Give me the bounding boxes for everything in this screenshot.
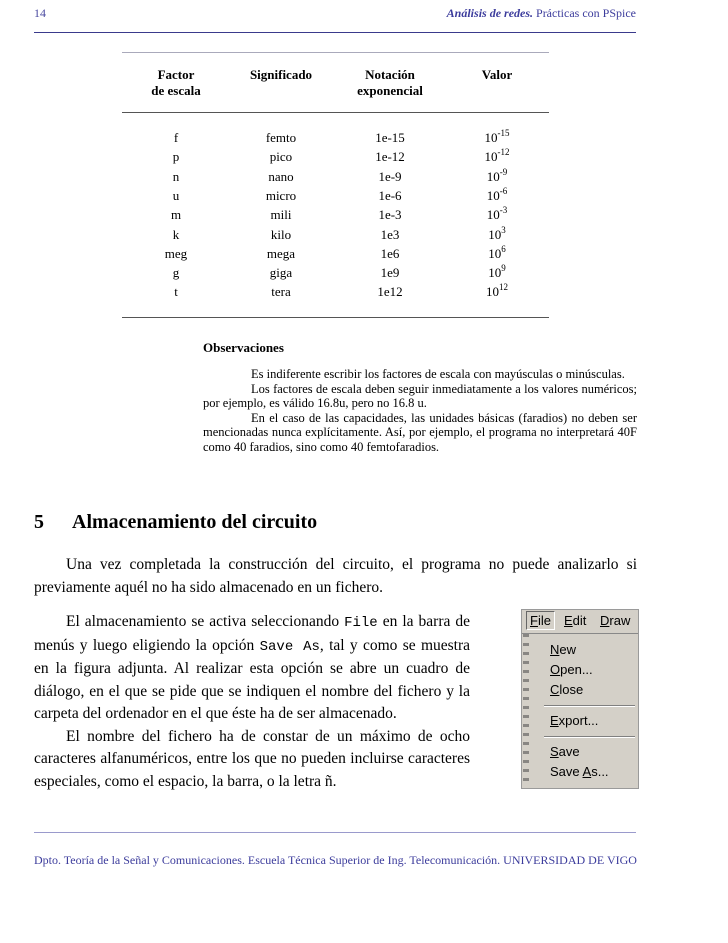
cell-value [460,166,534,185]
table-row [0,284,728,303]
running-title-rest: Prácticas con PSpice [533,6,636,20]
section-title: Almacenamiento del circuito [72,511,318,533]
p2-text-c: , tal y como se muestra en la figura adjunta. Al realizar esta opción se abre un cuadro de diálogo, en el que se pide que se indiquen el nombre del fichero y la carpeta del ordenador en el que éste ha de ser almacenado. [34,636,471,722]
cell-meaning: giga [269,265,293,281]
table-row [0,243,728,265]
running-title [447,6,636,21]
cell-meaning: tera [271,284,291,300]
paragraph-1 [34,554,637,599]
col-header-notation: Notación exponencial [357,67,423,98]
cell-notation: 1e12 [377,284,403,300]
table-row [0,265,728,284]
cell-factor: n [172,168,180,184]
value-exponent: -12 [497,147,510,158]
cell-value [460,224,534,243]
table-bottom-rule [122,317,549,318]
footer-rule [34,832,636,833]
cell-factor: meg [164,245,188,261]
cell-value [460,149,534,165]
paragraph-3-text: El nombre del fichero ha de constar de un máximo de ocho caracteres alfanuméricos, entre los que no pueden incluirse caracteres especiales, como el espacio, la barra, o la letra ñ. [34,727,470,790]
page-header [34,0,636,33]
observations-title: Observaciones [203,340,284,355]
menu-separator [544,736,635,738]
cell-meaning: pico [269,149,293,165]
cell-factor: u [172,187,180,203]
value-exponent: 6 [501,243,506,254]
menu-item-export[interactable]: Export... [550,713,599,728]
menu-item-open[interactable]: Open... [550,662,593,677]
menu-item-new[interactable]: New [550,642,577,657]
table-row [0,130,728,149]
observation-item: Los factores de escala deben seguir inmediatamente a los valores numéricos; por ejemplo, es válido 16.8u, pero no 16.8 u. [203,381,637,410]
cell-meaning: kilo [270,226,292,242]
cell-value [460,265,534,281]
observation-item: En el caso de las capacidades, las unidades básicas (faradios) no deben ser mencionadas nunca explícitamente. Así, por ejemplo, el programa no interpretará 40F como 40 faradios, sino como 40 femtofaradios. [203,410,637,454]
cell-value [460,185,534,204]
page-footer: Dpto. Teoría de la Señal y Comunicaciones. Escuela Técnica Superior de Ing. Telecomunicación. UNIVERSIDAD DE VIGO [34,853,637,867]
cell-factor: f [173,130,179,145]
cell-factor: t [174,284,178,300]
section-number: 5 [34,511,44,533]
cell-notation: 1e-3 [378,207,402,223]
cell-meaning: mega [266,245,296,261]
cell-value [460,207,534,223]
cell-factor: g [172,265,180,281]
table-top-rule [122,52,549,53]
p2-file-code: File [344,615,378,631]
table-row [0,149,728,168]
value-base: 10 [484,130,498,145]
value-exponent: 9 [501,263,506,274]
menu-item-save[interactable]: Save [550,744,580,759]
table-row [0,207,728,226]
cell-notation: 1e3 [380,226,400,242]
cell-meaning: nano [268,168,294,184]
cell-notation: 1e-12 [375,149,405,165]
running-title-bold: Análisis de redes. [446,6,534,20]
cell-value [460,284,534,300]
value-exponent: -15 [497,128,510,138]
table-row [0,224,728,246]
cell-factor: p [172,149,180,165]
page-number: 14 [34,6,46,20]
value-base: 10 [486,187,500,203]
cell-meaning: femto [265,130,297,145]
value-exponent: 12 [499,282,508,293]
menu-file[interactable]: File [526,611,555,630]
cell-notation: 1e-15 [375,130,405,145]
value-base: 10 [488,265,502,281]
cell-meaning: micro [265,187,297,203]
table-row [0,185,728,207]
menu-item-close[interactable]: Close [550,682,584,697]
paragraph-1-text: Una vez completada la construcción del circuito, el programa no puede analizarlo si previamente aquél no ha sido almacenado en un fichero. [34,556,637,596]
menu-edit[interactable]: Edit [564,613,587,628]
value-base: 10 [486,207,500,223]
cell-factor: k [172,226,180,242]
cell-meaning: mili [270,207,292,223]
cell-notation: 1e6 [380,245,400,261]
cell-factor: m [170,207,182,223]
value-base: 10 [486,284,499,300]
menu-separator [544,705,635,707]
value-base: 10 [484,149,498,165]
p2-text-b: en la barra de menús y luego eligiendo la opción [34,613,470,654]
menu-draw[interactable]: Draw [600,613,631,628]
p2-saveas-code: Save As [259,638,320,655]
value-exponent: -9 [499,166,508,177]
menu-bar [522,610,638,634]
value-base: 10 [488,226,502,242]
cell-notation: 1e-6 [378,187,402,203]
col-header-factor: Factor de escala [151,67,201,98]
toolbar-edge [523,634,529,784]
menu-item-save-as[interactable]: Save As... [550,764,609,779]
file-menu-screenshot [521,609,639,789]
col-header-meaning: Significado [249,67,313,82]
p2-text-a: El almacenamiento se activa seleccionando [66,613,345,630]
cell-notation: 1e9 [380,265,400,281]
section-heading [34,511,317,534]
cell-value [460,243,534,262]
value-exponent: 3 [501,224,506,235]
cell-value [460,130,534,146]
observations-body [203,367,637,454]
table-header-rule [122,112,549,113]
cell-notation: 1e-9 [378,168,402,184]
value-base: 10 [488,245,502,261]
table-row [0,166,728,188]
observation-item: Es indiferente escribir los factores de escala con mayúsculas o minúsculas. [251,367,625,381]
value-base: 10 [486,168,500,184]
value-exponent: -6 [499,185,508,196]
paragraph-2 [34,611,470,793]
value-exponent: -3 [499,205,508,216]
col-header-value: Valor [481,67,513,82]
